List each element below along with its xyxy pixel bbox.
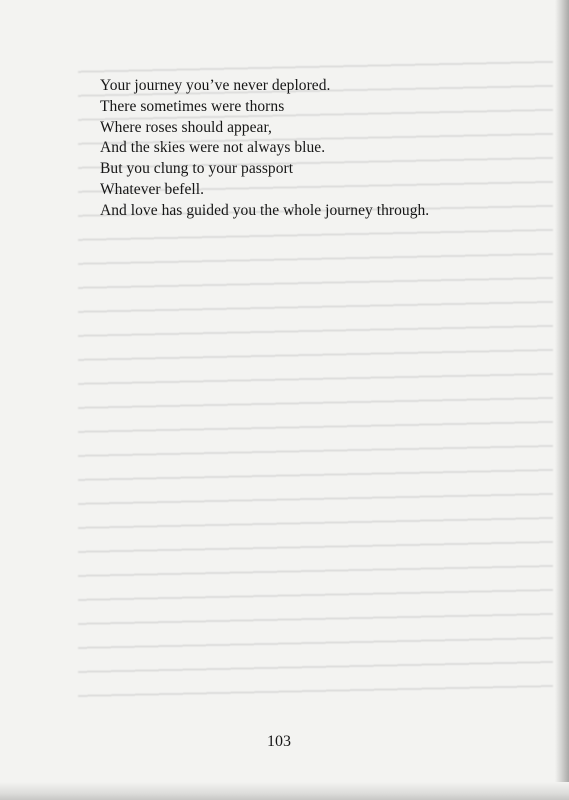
- poem-line-3: Where roses should appear,: [100, 118, 272, 136]
- page-binding-edge: [555, 0, 569, 800]
- poem-stanza: [100, 76, 530, 222]
- poem-line-1: Your journey you’ve never deplored.: [100, 77, 331, 94]
- poem-line-2: There sometimes were thorns: [100, 97, 285, 115]
- poem-line-4: And the skies were not always blue.: [100, 139, 326, 157]
- page-number: 103: [267, 733, 291, 750]
- page-bottom-edge: [0, 782, 569, 800]
- poem-line-6: Whatever befell.: [100, 180, 205, 198]
- poem-line-7: And love has guided you the whole journey through.: [100, 201, 430, 219]
- poem-line-5: But you clung to your passport: [100, 160, 294, 178]
